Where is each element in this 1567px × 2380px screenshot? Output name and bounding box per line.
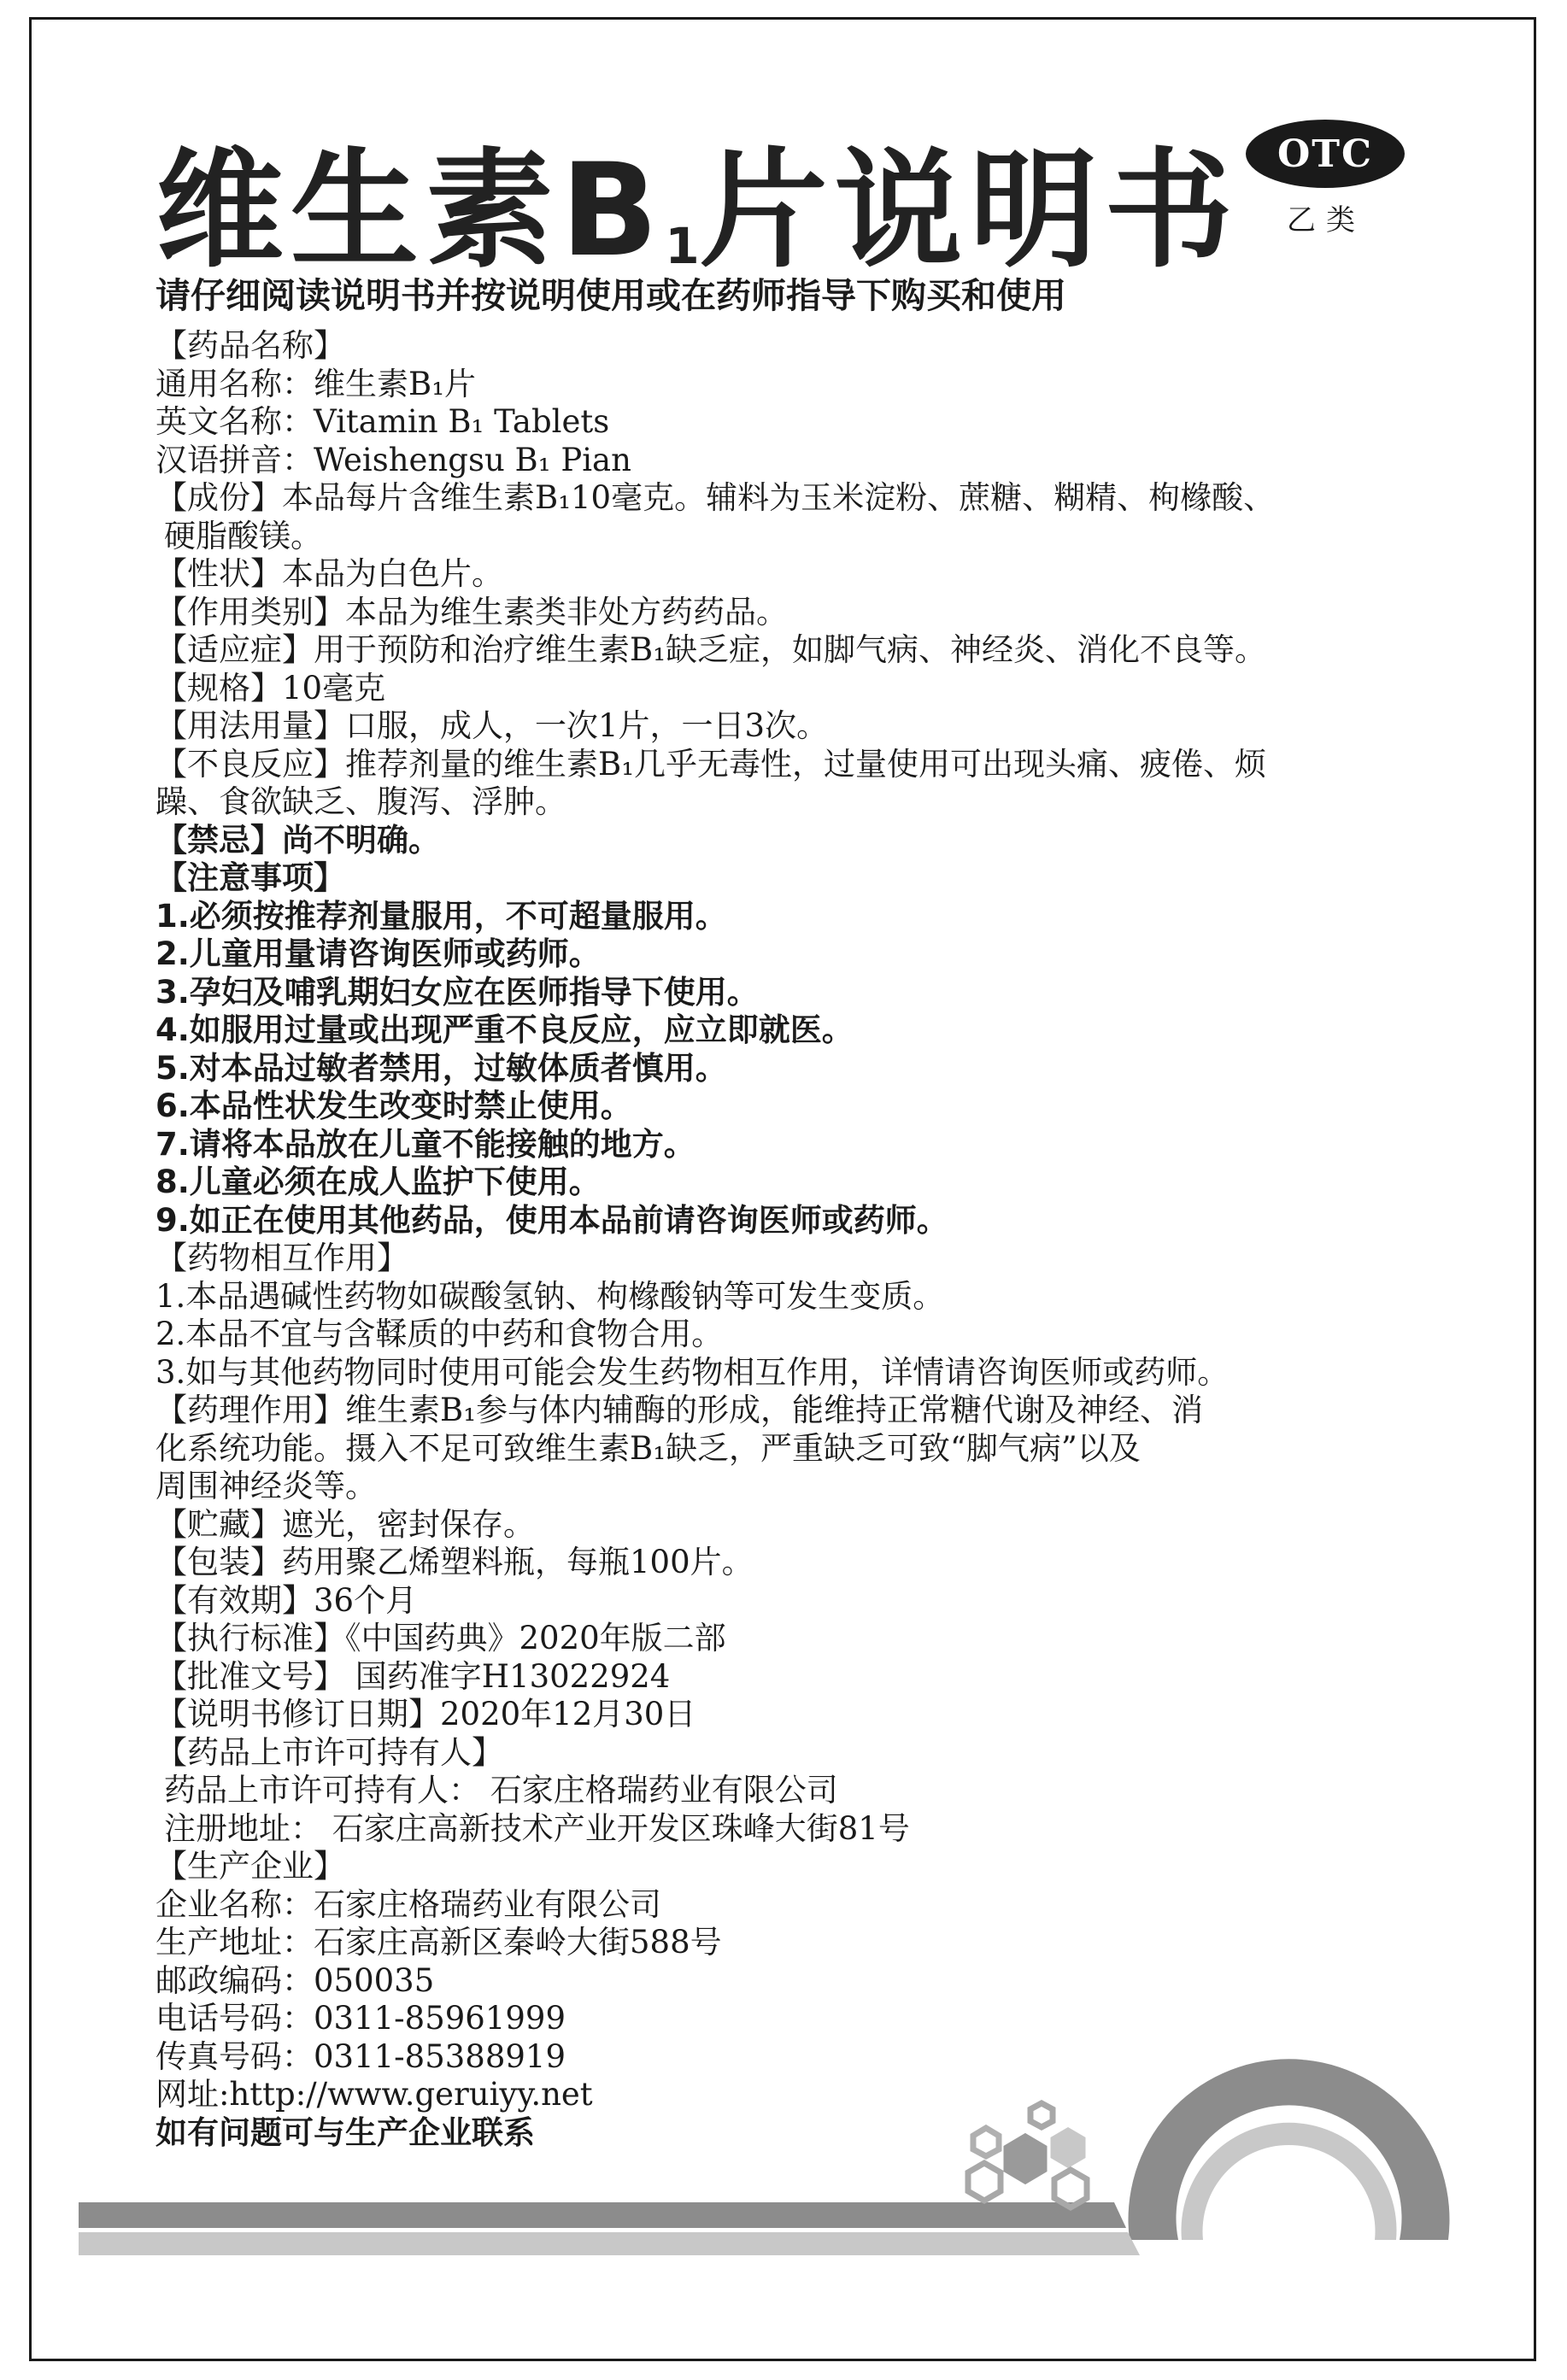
pharmacology-cont: 化系统功能。摄入不足可致维生素B₁缺乏，严重缺乏可致“脚气病”以及 bbox=[156, 1429, 1141, 1467]
title-end: 片说明书 bbox=[699, 137, 1240, 285]
title-main: 维生素B bbox=[156, 137, 666, 285]
revision-date: 【说明书修订日期】2020年12月30日 bbox=[156, 1696, 696, 1732]
section-heading-interactions: 【药物相互作用】 bbox=[156, 1240, 408, 1276]
pharmacology: 【药理作用】维生素B₁参与体内辅酶的形成，能维持正常糖代谢及神经、消 bbox=[156, 1392, 1204, 1428]
interaction-item: 2.本品不宜与含鞣质的中药和食物合用。 bbox=[156, 1316, 724, 1352]
precaution-item: 8.儿童必须在成人监护下使用。 bbox=[156, 1164, 601, 1200]
packaging: 【包装】药用聚乙烯塑料瓶，每瓶100片。 bbox=[156, 1544, 754, 1580]
dosage: 【用法用量】口服，成人，一次1片，一日3次。 bbox=[156, 707, 829, 744]
section-heading-manufacturer: 【生产企业】 bbox=[156, 1848, 345, 1885]
precaution-item: 6.本品性状发生改变时禁止使用。 bbox=[156, 1087, 632, 1124]
otc-badge: OTC bbox=[1246, 120, 1405, 188]
adverse-reactions-cont: 躁、食欲缺乏、腹泻、浮肿。 bbox=[156, 783, 566, 820]
appearance: 【性状】本品为白色片。 bbox=[156, 555, 503, 592]
contact-note: 如有问题可与生产企业联系 bbox=[156, 2113, 535, 2151]
interaction-item: 1.本品遇碱性药物如碳酸氢钠、枸橼酸钠等可发生变质。 bbox=[156, 1277, 945, 1315]
section-heading-precautions: 【注意事项】 bbox=[156, 859, 345, 896]
indications: 【适应症】用于预防和治疗维生素B₁缺乏症，如脚气病、神经炎、消化不良等。 bbox=[156, 631, 1267, 668]
adverse-reactions: 【不良反应】推荐剂量的维生素B₁几乎无毒性，过量使用可出现头痛、疲倦、烦 bbox=[156, 745, 1267, 783]
ingredients-line-cont: 硬脂酸镁。 bbox=[164, 517, 322, 554]
precaution-item: 4.如服用过量或出现严重不良反应，应立即就医。 bbox=[156, 1011, 854, 1048]
english-name: 英文名称：Vitamin B₁ Tablets bbox=[156, 403, 610, 440]
production-address: 生产地址：石家庄高新区秦岭大街588号 bbox=[156, 1924, 722, 1961]
precaution-item: 7.请将本品放在儿童不能接触的地方。 bbox=[156, 1125, 695, 1163]
contraindications: 【禁忌】尚不明确。 bbox=[156, 821, 440, 859]
company-name: 企业名称：石家庄格瑞药业有限公司 bbox=[156, 1885, 661, 1923]
approval-number: 【批准文号】 国药准字H13022924 bbox=[156, 1657, 671, 1695]
storage: 【贮藏】遮光，密封保存。 bbox=[156, 1505, 535, 1543]
precaution-item: 9.如正在使用其他药品，使用本品前请咨询医师或药师。 bbox=[156, 1201, 948, 1239]
standard: 【执行标准】《中国药典》2020年版二部 bbox=[156, 1620, 726, 1656]
decorative-stripe-light bbox=[79, 2232, 1140, 2255]
precaution-item: 1.必须按推荐剂量服用，不可超量服用。 bbox=[156, 897, 727, 935]
hexagon bbox=[1054, 2170, 1087, 2207]
website: 网址:http://www.geruiyy.net bbox=[156, 2076, 593, 2113]
precaution-item: 3.孕妇及哺乳期妇女应在医师指导下使用。 bbox=[156, 973, 759, 1011]
phone-number: 电话号码：0311-85961999 bbox=[156, 2000, 566, 2037]
generic-name: 通用名称：维生素B₁片 bbox=[156, 365, 477, 402]
precaution-item: 5.对本品过敏者禁用，过敏体质者慎用。 bbox=[156, 1049, 727, 1087]
title-subscript: 1 bbox=[665, 217, 700, 275]
pinyin-name: 汉语拼音：Weishengsu B₁ Pian bbox=[156, 441, 631, 478]
instructions-body bbox=[156, 327, 1454, 2152]
fax-number: 传真号码：0311-85388919 bbox=[156, 2037, 566, 2075]
hexagon bbox=[968, 2163, 1001, 2201]
ingredients-line: 【成份】本品每片含维生素B₁10毫克。辅料为玉米淀粉、蔗糖、糊精、枸橼酸、 bbox=[156, 479, 1276, 516]
postal-code: 邮政编码：050035 bbox=[156, 1961, 435, 1999]
drug-category: 【作用类别】本品为维生素类非处方药药品。 bbox=[156, 593, 788, 630]
section-heading-license-holder: 【药品上市许可持有人】 bbox=[156, 1733, 503, 1771]
page-title bbox=[156, 137, 1240, 285]
license-holder: 药品上市许可持有人： 石家庄格瑞药业有限公司 bbox=[164, 1772, 838, 1808]
otc-class-label: 乙类 bbox=[1287, 203, 1365, 237]
registered-address: 注册地址： 石家庄高新技术产业开发区珠峰大街81号 bbox=[164, 1809, 910, 1847]
section-heading-drug-name: 【药品名称】 bbox=[156, 327, 345, 364]
pharmacology-cont: 周围神经炎等。 bbox=[156, 1468, 377, 1504]
shelf-life: 【有效期】36个月 bbox=[156, 1581, 418, 1619]
page-subtitle: 请仔细阅读说明书并按说明使用或在药师指导下购买和使用 bbox=[156, 275, 1066, 316]
interaction-item: 3.如与其他药物同时使用可能会发生药物相互作用，详情请咨询医师或药师。 bbox=[156, 1353, 1230, 1391]
decorative-stripe-dark bbox=[79, 2202, 1126, 2228]
specification: 【规格】10毫克 bbox=[156, 669, 386, 706]
precaution-item: 2.儿童用量请咨询医师或药师。 bbox=[156, 935, 601, 972]
